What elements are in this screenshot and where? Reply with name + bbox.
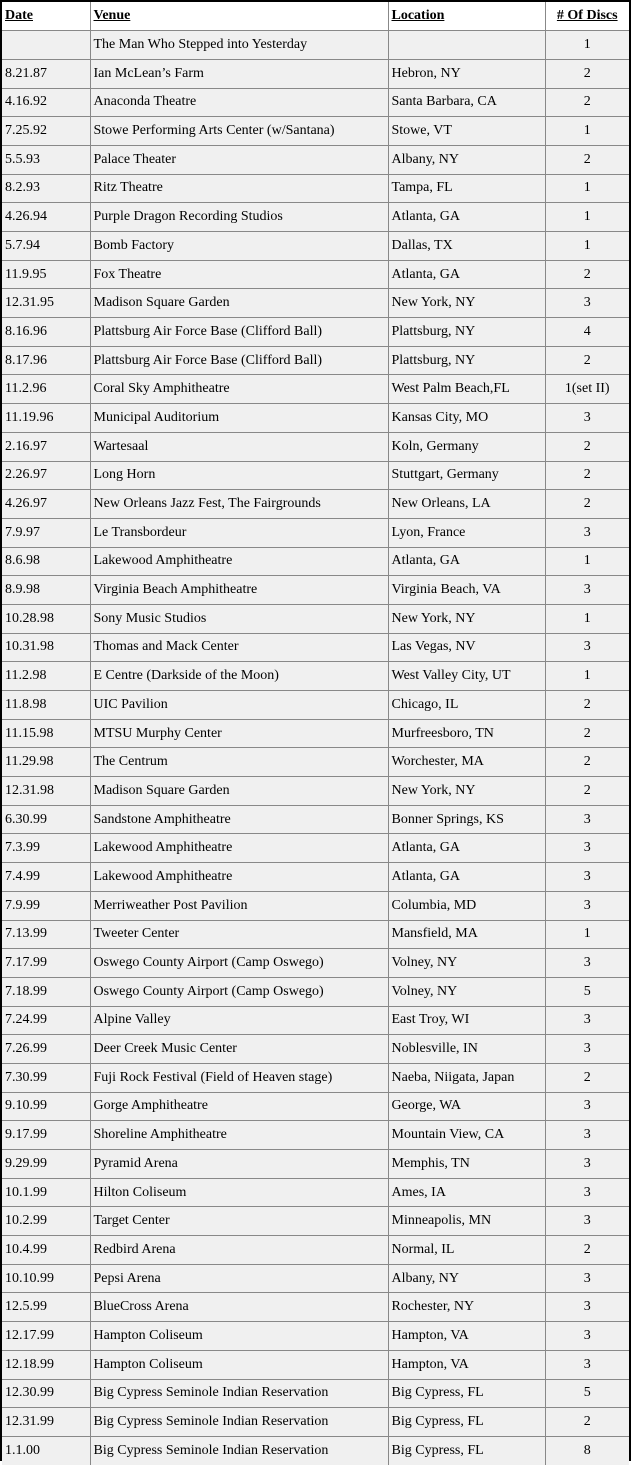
cell-date: 2.26.97 [2,461,90,490]
cell-discs: 1(set II) [545,375,629,404]
cell-venue: Sony Music Studios [90,604,388,633]
table-row [2,1006,629,1035]
cell-discs: 2 [545,145,629,174]
cell-location: Atlanta, GA [388,863,545,892]
table-row [2,1178,629,1207]
cell-venue: Pepsi Arena [90,1264,388,1293]
table-row [2,461,629,490]
table-row [2,318,629,347]
cell-location: Tampa, FL [388,174,545,203]
table-row [2,1150,629,1179]
cell-venue: UIC Pavilion [90,691,388,720]
cell-date: 12.31.98 [2,777,90,806]
table-row [2,174,629,203]
table-row [2,518,629,547]
cell-discs: 3 [545,1006,629,1035]
cell-discs: 1 [545,232,629,261]
cell-venue: Pyramid Arena [90,1150,388,1179]
cell-discs: 1 [545,203,629,232]
cell-date: 9.10.99 [2,1092,90,1121]
cell-location: Dallas, TX [388,232,545,261]
cell-date: 6.30.99 [2,805,90,834]
cell-discs: 1 [545,117,629,146]
cell-date: 4.26.97 [2,490,90,519]
cell-date: 12.5.99 [2,1293,90,1322]
cell-venue: Virginia Beach Amphitheatre [90,576,388,605]
cell-location: New York, NY [388,289,545,318]
table-row [2,375,629,404]
table-row [2,59,629,88]
cell-venue: MTSU Murphy Center [90,719,388,748]
cell-venue: Bomb Factory [90,232,388,261]
cell-discs: 1 [545,547,629,576]
table-row [2,1121,629,1150]
cell-discs: 1 [545,920,629,949]
cell-location: Volney, NY [388,977,545,1006]
cell-venue: Hampton Coliseum [90,1322,388,1351]
cell-discs: 3 [545,1150,629,1179]
cell-location: Normal, IL [388,1236,545,1265]
cell-location: Big Cypress, FL [388,1408,545,1437]
cell-location: Atlanta, GA [388,260,545,289]
header-discs: # Of Discs [545,2,629,31]
cell-discs: 3 [545,1035,629,1064]
cell-location: Hampton, VA [388,1350,545,1379]
cell-venue: Alpine Valley [90,1006,388,1035]
cell-location: Santa Barbara, CA [388,88,545,117]
cell-location: Noblesville, IN [388,1035,545,1064]
cell-venue: New Orleans Jazz Fest, The Fairgrounds [90,490,388,519]
cell-venue: Shoreline Amphitheatre [90,1121,388,1150]
cell-location: Atlanta, GA [388,547,545,576]
cell-discs: 3 [545,1092,629,1121]
cell-venue: Fuji Rock Festival (Field of Heaven stage) [90,1063,388,1092]
cell-date: 7.24.99 [2,1006,90,1035]
cell-date: 8.16.96 [2,318,90,347]
table-row [2,1408,629,1437]
cell-location: Volney, NY [388,949,545,978]
cell-location: Albany, NY [388,145,545,174]
cell-venue: Fox Theatre [90,260,388,289]
cell-venue: Municipal Auditorium [90,404,388,433]
cell-location: Virginia Beach, VA [388,576,545,605]
cell-date: 12.30.99 [2,1379,90,1408]
cell-date: 10.10.99 [2,1264,90,1293]
table-row [2,977,629,1006]
cell-discs: 2 [545,1236,629,1265]
table-row [2,748,629,777]
table-row [2,1350,629,1379]
cell-discs: 2 [545,260,629,289]
table-row [2,547,629,576]
table-row [2,777,629,806]
table-row [2,346,629,375]
cell-date: 12.18.99 [2,1350,90,1379]
cell-venue: E Centre (Darkside of the Moon) [90,662,388,691]
cell-location: Albany, NY [388,1264,545,1293]
cell-date: 7.9.97 [2,518,90,547]
cell-venue: Gorge Amphitheatre [90,1092,388,1121]
table-row [2,891,629,920]
table-row [2,805,629,834]
cell-discs: 1 [545,662,629,691]
cell-location: Plattsburg, NY [388,318,545,347]
cell-venue: Merriweather Post Pavilion [90,891,388,920]
cell-discs: 3 [545,518,629,547]
cell-date: 8.6.98 [2,547,90,576]
cell-discs: 2 [545,88,629,117]
cell-discs: 3 [545,1350,629,1379]
cell-discs: 2 [545,59,629,88]
cell-venue: Anaconda Theatre [90,88,388,117]
cell-venue: Big Cypress Seminole Indian Reservation [90,1379,388,1408]
table-row [2,260,629,289]
cell-date: 10.1.99 [2,1178,90,1207]
cell-date: 8.17.96 [2,346,90,375]
cell-venue: Lakewood Amphitheatre [90,547,388,576]
cell-venue: Hilton Coliseum [90,1178,388,1207]
table-row [2,117,629,146]
header-date: Date [2,2,90,31]
cell-location: East Troy, WI [388,1006,545,1035]
cell-discs: 3 [545,1178,629,1207]
cell-venue: Madison Square Garden [90,289,388,318]
table-row [2,834,629,863]
cell-venue: Big Cypress Seminole Indian Reservation [90,1408,388,1437]
cell-date: 10.31.98 [2,633,90,662]
cell-location: Mountain View, CA [388,1121,545,1150]
cell-discs: 3 [545,289,629,318]
table-row [2,1035,629,1064]
cell-location: New York, NY [388,777,545,806]
table-row [2,863,629,892]
cell-venue: Purple Dragon Recording Studios [90,203,388,232]
cell-date: 8.2.93 [2,174,90,203]
table-row [2,662,629,691]
cell-location: West Valley City, UT [388,662,545,691]
cell-venue: Long Horn [90,461,388,490]
cell-discs: 2 [545,346,629,375]
table-row [2,949,629,978]
cell-discs: 3 [545,1322,629,1351]
cell-date: 7.18.99 [2,977,90,1006]
cell-venue: Madison Square Garden [90,777,388,806]
cell-date: 4.26.94 [2,203,90,232]
cell-venue: Ian McLean’s Farm [90,59,388,88]
header-row [2,2,629,31]
cell-location: Lyon, France [388,518,545,547]
cell-date: 7.3.99 [2,834,90,863]
cell-discs: 2 [545,1408,629,1437]
cell-discs: 2 [545,748,629,777]
cell-date: 7.13.99 [2,920,90,949]
cell-discs: 3 [545,404,629,433]
cell-venue: The Centrum [90,748,388,777]
table-row [2,490,629,519]
cell-discs: 3 [545,1293,629,1322]
table-row [2,1322,629,1351]
table-row [2,145,629,174]
cell-venue: Oswego County Airport (Camp Oswego) [90,949,388,978]
cell-discs: 1 [545,604,629,633]
cell-location: Murfreesboro, TN [388,719,545,748]
cell-location: Memphis, TN [388,1150,545,1179]
cell-date: 11.19.96 [2,404,90,433]
cell-discs: 3 [545,949,629,978]
cell-discs: 1 [545,31,629,60]
table-row [2,1436,629,1465]
cell-venue: Target Center [90,1207,388,1236]
cell-discs: 3 [545,891,629,920]
cell-venue: Wartesaal [90,432,388,461]
cell-date: 11.15.98 [2,719,90,748]
cell-date: 7.30.99 [2,1063,90,1092]
cell-venue: Sandstone Amphitheatre [90,805,388,834]
cell-venue: Palace Theater [90,145,388,174]
table-row [2,1092,629,1121]
cell-location: Big Cypress, FL [388,1379,545,1408]
header-location: Location [388,2,545,31]
cell-discs: 4 [545,318,629,347]
cell-discs: 2 [545,719,629,748]
cell-date: 2.16.97 [2,432,90,461]
cell-discs: 3 [545,1264,629,1293]
cell-location: Stowe, VT [388,117,545,146]
cell-venue: Ritz Theatre [90,174,388,203]
cell-discs: 2 [545,432,629,461]
cell-location: New York, NY [388,604,545,633]
cell-location: Bonner Springs, KS [388,805,545,834]
cell-venue: Stowe Performing Arts Center (w/Santana) [90,117,388,146]
table-row [2,633,629,662]
cell-venue: Coral Sky Amphitheatre [90,375,388,404]
table-row [2,604,629,633]
table-row [2,232,629,261]
cell-location: Worchester, MA [388,748,545,777]
cell-date [2,31,90,60]
cell-venue: Le Transbordeur [90,518,388,547]
cell-date: 5.5.93 [2,145,90,174]
cell-discs: 5 [545,1379,629,1408]
table-row [2,1293,629,1322]
cell-discs: 1 [545,174,629,203]
cell-location: Koln, Germany [388,432,545,461]
table-body [2,31,629,1465]
cell-location: Hampton, VA [388,1322,545,1351]
cell-location [388,31,545,60]
table-row [2,1379,629,1408]
cell-discs: 3 [545,633,629,662]
cell-discs: 3 [545,576,629,605]
cell-venue: Thomas and Mack Center [90,633,388,662]
cell-discs: 3 [545,1207,629,1236]
cell-venue: Big Cypress Seminole Indian Reservation [90,1436,388,1465]
table-row [2,1236,629,1265]
cell-date: 5.7.94 [2,232,90,261]
cell-discs: 2 [545,490,629,519]
table-row [2,719,629,748]
cell-date: 11.2.96 [2,375,90,404]
table-row [2,920,629,949]
cell-date: 7.17.99 [2,949,90,978]
cell-location: Ames, IA [388,1178,545,1207]
cell-venue: The Man Who Stepped into Yesterday [90,31,388,60]
cell-date: 7.4.99 [2,863,90,892]
cell-location: Atlanta, GA [388,203,545,232]
cell-location: Big Cypress, FL [388,1436,545,1465]
cell-venue: Plattsburg Air Force Base (Clifford Ball) [90,346,388,375]
table-row [2,1207,629,1236]
cell-date: 9.29.99 [2,1150,90,1179]
cell-venue: Lakewood Amphitheatre [90,863,388,892]
cell-discs: 3 [545,1121,629,1150]
cell-location: New Orleans, LA [388,490,545,519]
cell-discs: 3 [545,834,629,863]
cell-date: 11.9.95 [2,260,90,289]
cell-venue: Deer Creek Music Center [90,1035,388,1064]
table-row [2,31,629,60]
cell-discs: 2 [545,461,629,490]
table-row [2,1063,629,1092]
cell-location: Plattsburg, NY [388,346,545,375]
cell-date: 4.16.92 [2,88,90,117]
cell-date: 12.31.95 [2,289,90,318]
cell-location: Stuttgart, Germany [388,461,545,490]
cell-location: George, WA [388,1092,545,1121]
cell-date: 8.21.87 [2,59,90,88]
table-row [2,203,629,232]
cell-venue: Plattsburg Air Force Base (Clifford Ball) [90,318,388,347]
cell-venue: BlueCross Arena [90,1293,388,1322]
table-row [2,432,629,461]
cell-location: Minneapolis, MN [388,1207,545,1236]
cell-venue: Oswego County Airport (Camp Oswego) [90,977,388,1006]
cell-discs: 2 [545,1063,629,1092]
cell-location: Las Vegas, NV [388,633,545,662]
cell-date: 7.9.99 [2,891,90,920]
cell-date: 10.4.99 [2,1236,90,1265]
table-row [2,691,629,720]
cell-location: Kansas City, MO [388,404,545,433]
cell-venue: Lakewood Amphitheatre [90,834,388,863]
cell-location: Atlanta, GA [388,834,545,863]
cell-date: 12.17.99 [2,1322,90,1351]
cell-location: Columbia, MD [388,891,545,920]
cell-discs: 3 [545,805,629,834]
cell-date: 9.17.99 [2,1121,90,1150]
cell-location: Mansfield, MA [388,920,545,949]
cell-date: 10.2.99 [2,1207,90,1236]
cell-date: 11.29.98 [2,748,90,777]
show-list-table [2,2,629,1465]
cell-date: 7.25.92 [2,117,90,146]
cell-location: West Palm Beach,FL [388,375,545,404]
cell-venue: Tweeter Center [90,920,388,949]
cell-date: 11.8.98 [2,691,90,720]
cell-discs: 3 [545,863,629,892]
cell-venue: Redbird Arena [90,1236,388,1265]
cell-date: 11.2.98 [2,662,90,691]
cell-date: 7.26.99 [2,1035,90,1064]
table-row [2,404,629,433]
cell-date: 1.1.00 [2,1436,90,1465]
cell-location: Rochester, NY [388,1293,545,1322]
cell-discs: 2 [545,691,629,720]
cell-location: Naeba, Niigata, Japan [388,1063,545,1092]
cell-date: 10.28.98 [2,604,90,633]
cell-discs: 5 [545,977,629,1006]
cell-discs: 2 [545,777,629,806]
header-venue: Venue [90,2,388,31]
table-row [2,88,629,117]
table-row [2,576,629,605]
cell-location: Hebron, NY [388,59,545,88]
table-row [2,1264,629,1293]
cell-discs: 8 [545,1436,629,1465]
cell-venue: Hampton Coliseum [90,1350,388,1379]
table-row [2,289,629,318]
cell-location: Chicago, IL [388,691,545,720]
cell-date: 8.9.98 [2,576,90,605]
cell-date: 12.31.99 [2,1408,90,1437]
